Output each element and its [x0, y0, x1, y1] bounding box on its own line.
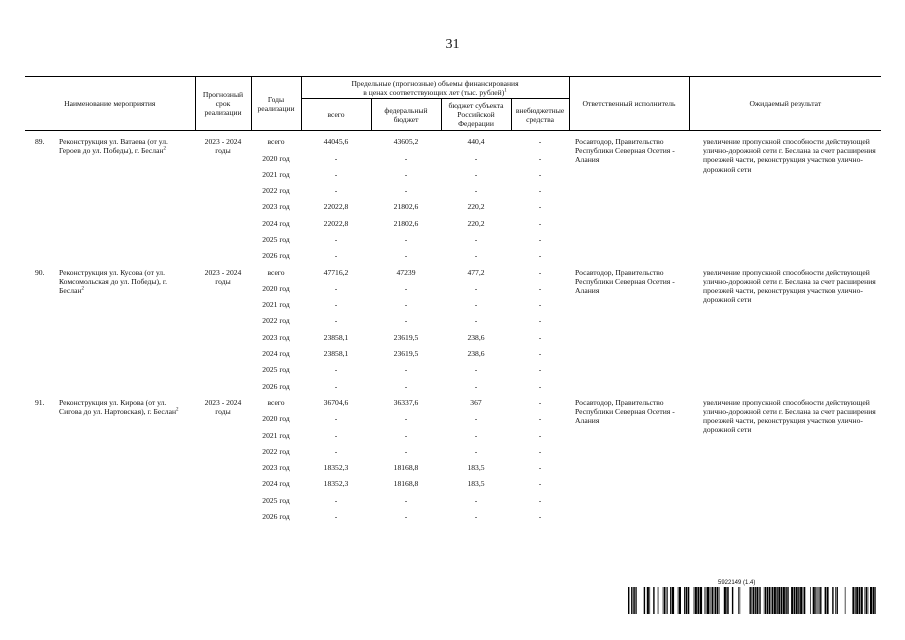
year-cell: 2022 год: [262, 316, 290, 326]
federal-cell: 43605,2: [393, 137, 419, 147]
federal-cell: 21802,6: [393, 218, 419, 228]
year-cell: 2022 год: [262, 186, 290, 196]
header-years: Годы реализации: [251, 77, 301, 131]
header-federal: федеральный бюджет: [371, 99, 441, 131]
federal-cell: -: [404, 446, 408, 456]
regional-cell: -: [474, 316, 478, 326]
extra-cell: -: [538, 332, 542, 342]
federal-cell: -: [404, 365, 408, 375]
extra-cell: -: [538, 430, 542, 440]
year-cell: 2025 год: [262, 365, 290, 375]
year-cell: 2026 год: [262, 251, 290, 261]
result-cell: увеличение пропускной способности действующей улично-дорожной сети г. Беслана за счет расширения проезжей части, реконструкция участков улично-дорожной сети: [703, 137, 876, 174]
regional-cell: -: [474, 235, 478, 244]
extra-cell: -: [538, 251, 542, 261]
year-cell: 2022 год: [262, 446, 290, 456]
total-cell: -: [334, 283, 338, 293]
extra-cell: -: [538, 283, 542, 293]
regional-cell: -: [474, 169, 478, 179]
federal-cell: 23619,5: [393, 349, 419, 359]
federal-cell: -: [404, 283, 408, 293]
federal-cell: 18168,8: [393, 463, 419, 473]
barcode-label: 5922149 (1.4): [718, 580, 756, 586]
year-cell: 2024 год: [262, 349, 290, 359]
federal-cell: -: [404, 235, 408, 244]
extra-cell: -: [538, 186, 542, 196]
year-cell: 2023 год: [262, 202, 290, 212]
federal-cell: 18168,8: [393, 479, 419, 489]
extra-cell: -: [538, 512, 542, 522]
table-body: [25, 131, 881, 529]
measure-number: 91.: [35, 397, 45, 407]
measure-number: 90.: [35, 267, 45, 277]
regional-cell: -: [474, 300, 478, 310]
measure-name-cell: [25, 268, 195, 398]
extra-cell: -: [538, 495, 542, 505]
result-cell: увеличение пропускной способности действующей улично-дорожной сети г. Беслана за счет расширения проезжей части, реконструкция участков улично-дорожной сети: [703, 267, 876, 304]
total-cell: -: [334, 300, 338, 310]
federal-cell: -: [404, 430, 408, 440]
regional-cell: 183,5: [467, 463, 485, 473]
funding-table: [25, 76, 881, 528]
year-cell: 2026 год: [262, 512, 290, 522]
year-cell: всего: [267, 267, 285, 277]
executor-cell: Росавтодор, Правительство Республики Северная Осетия - Алания: [575, 137, 675, 165]
extra-cell: -: [538, 365, 542, 375]
executor-cell: Росавтодор, Правительство Республики Северная Осетия - Алания: [575, 397, 675, 426]
federal-cell: -: [404, 495, 408, 505]
federal-cell: -: [404, 251, 408, 261]
total-cell: -: [334, 153, 338, 163]
header-total: всего: [301, 99, 371, 131]
regional-cell: 440,4: [467, 137, 485, 147]
measure-name-cell: [25, 137, 195, 267]
regional-cell: -: [474, 153, 478, 163]
year-cell: 2021 год: [262, 169, 290, 179]
year-cell: 2025 год: [262, 495, 290, 505]
measure-name-sup: 2: [81, 286, 85, 292]
extra-cell: -: [538, 153, 542, 163]
header-result: Ожидаемый результат: [689, 77, 881, 131]
total-cell: -: [334, 365, 338, 375]
regional-cell: 367: [470, 397, 482, 407]
year-cell: 2023 год: [262, 332, 290, 342]
header-funding: [301, 77, 569, 99]
total-cell: -: [334, 169, 338, 179]
measure-number: 89.: [35, 137, 45, 147]
year-cell: 2021 год: [262, 300, 290, 310]
federal-cell: -: [404, 381, 408, 391]
total-cell: -: [334, 381, 338, 391]
federal-cell: -: [404, 169, 408, 179]
table-row: [25, 137, 881, 153]
total-cell: -: [334, 186, 338, 196]
header-name: Наименование мероприятия: [25, 77, 195, 131]
measure-name: Реконструкция ул. Ватаева (от ул. Героев до ул. Победы), г. Беслан: [59, 137, 168, 156]
total-cell: -: [334, 235, 338, 244]
regional-cell: -: [474, 283, 478, 293]
year-cell: 2023 год: [262, 463, 290, 473]
measure-name: Реконструкция ул. Кирова (от ул. Сигова до ул. Нартовская), г. Беслан: [59, 397, 177, 417]
total-cell: 22022,8: [323, 202, 349, 212]
federal-cell: -: [404, 186, 408, 196]
header-funding-sup: 1: [504, 88, 507, 94]
regional-cell: -: [474, 186, 478, 196]
total-cell: -: [334, 512, 338, 522]
total-cell: -: [334, 316, 338, 326]
extra-cell: -: [538, 397, 542, 407]
term-cell: 2023 - 2024 годы: [204, 267, 242, 286]
total-cell: 36704,6: [323, 397, 349, 407]
total-cell: -: [334, 430, 338, 440]
header-regional: бюджет субъекта Российской Федерации: [441, 99, 511, 131]
measure-name-cell: [25, 398, 195, 528]
extra-cell: -: [538, 316, 542, 326]
regional-cell: -: [474, 381, 478, 391]
extra-cell: -: [538, 202, 542, 212]
regional-cell: -: [474, 495, 478, 505]
extra-cell: -: [538, 300, 542, 310]
total-cell: 22022,8: [323, 218, 349, 228]
extra-cell: -: [538, 446, 542, 456]
header-funding-line2: в ценах соответствующих лет (тыс. рублей): [363, 88, 505, 98]
measure-name: Реконструкция ул. Кусова (от ул. Комсомольская до ул. Победы), г. Беслан: [59, 267, 167, 295]
regional-cell: 220,2: [467, 218, 485, 228]
extra-cell: -: [538, 381, 542, 391]
extra-cell: -: [538, 479, 542, 489]
federal-cell: 47239: [396, 267, 416, 277]
term-cell: 2023 - 2024 годы: [204, 137, 242, 156]
total-cell: -: [334, 495, 338, 505]
regional-cell: -: [474, 251, 478, 261]
total-cell: -: [334, 446, 338, 456]
regional-cell: 238,6: [467, 332, 485, 342]
total-cell: 23858,1: [323, 349, 349, 359]
federal-cell: 36337,6: [393, 397, 419, 407]
total-cell: -: [334, 414, 338, 424]
federal-cell: -: [404, 316, 408, 326]
total-cell: 18352,3: [323, 479, 349, 489]
year-cell: 2025 год: [262, 235, 290, 244]
result-cell: увеличение пропускной способности действующей улично-дорожной сети г. Беслана за счет расширения проезжей части, реконструкция участков улично-дорожной сети: [703, 397, 876, 435]
header-funding-line1: Предельные (прогнозные) объемы финансирования: [351, 79, 519, 88]
extra-cell: -: [538, 414, 542, 424]
year-cell: 2024 год: [262, 479, 290, 489]
extra-cell: -: [538, 169, 542, 179]
page-number: 31: [445, 37, 460, 52]
extra-cell: -: [538, 349, 542, 359]
federal-cell: -: [404, 512, 408, 522]
federal-cell: -: [404, 300, 408, 310]
year-cell: 2024 год: [262, 218, 290, 228]
year-cell: 2020 год: [262, 153, 290, 163]
executor-cell: Росавтодор, Правительство Республики Северная Осетия - Алания: [575, 267, 675, 295]
extra-cell: -: [538, 267, 542, 277]
regional-cell: -: [474, 446, 478, 456]
measure-name-sup: 2: [163, 146, 167, 152]
measure-name-sup: 2: [176, 407, 179, 413]
federal-cell: -: [404, 414, 408, 424]
regional-cell: -: [474, 365, 478, 375]
total-cell: 18352,3: [323, 463, 349, 473]
year-cell: 2026 год: [262, 381, 290, 391]
year-cell: 2020 год: [262, 414, 290, 424]
header-executor: Ответственный исполнитель: [569, 77, 689, 131]
year-cell: 2020 год: [262, 283, 290, 293]
regional-cell: -: [474, 512, 478, 522]
extra-cell: -: [538, 218, 542, 228]
regional-cell: 183,5: [467, 479, 485, 489]
extra-cell: -: [538, 137, 542, 147]
year-cell: 2021 год: [262, 430, 290, 440]
regional-cell: 477,2: [467, 267, 485, 277]
table-row: [25, 398, 881, 414]
total-cell: 23858,1: [323, 332, 349, 342]
federal-cell: 23619,5: [393, 332, 419, 342]
regional-cell: -: [474, 414, 478, 424]
total-cell: 44045,6: [323, 137, 349, 147]
year-cell: всего: [267, 137, 285, 147]
barcode-image: [628, 587, 876, 614]
header-extra: внебюджетные средства: [511, 99, 569, 131]
total-cell: 47716,2: [323, 267, 349, 277]
regional-cell: -: [474, 430, 478, 440]
year-cell: всего: [267, 397, 285, 407]
table-row: [25, 268, 881, 284]
regional-cell: 238,6: [467, 349, 485, 359]
extra-cell: -: [538, 463, 542, 473]
extra-cell: -: [538, 235, 542, 244]
federal-cell: -: [404, 153, 408, 163]
federal-cell: 21802,6: [393, 202, 419, 212]
total-cell: -: [334, 251, 338, 261]
term-cell: 2023 - 2024 годы: [204, 397, 242, 417]
header-term: Прогнозный срок реализации: [195, 77, 251, 131]
regional-cell: 220,2: [467, 202, 485, 212]
